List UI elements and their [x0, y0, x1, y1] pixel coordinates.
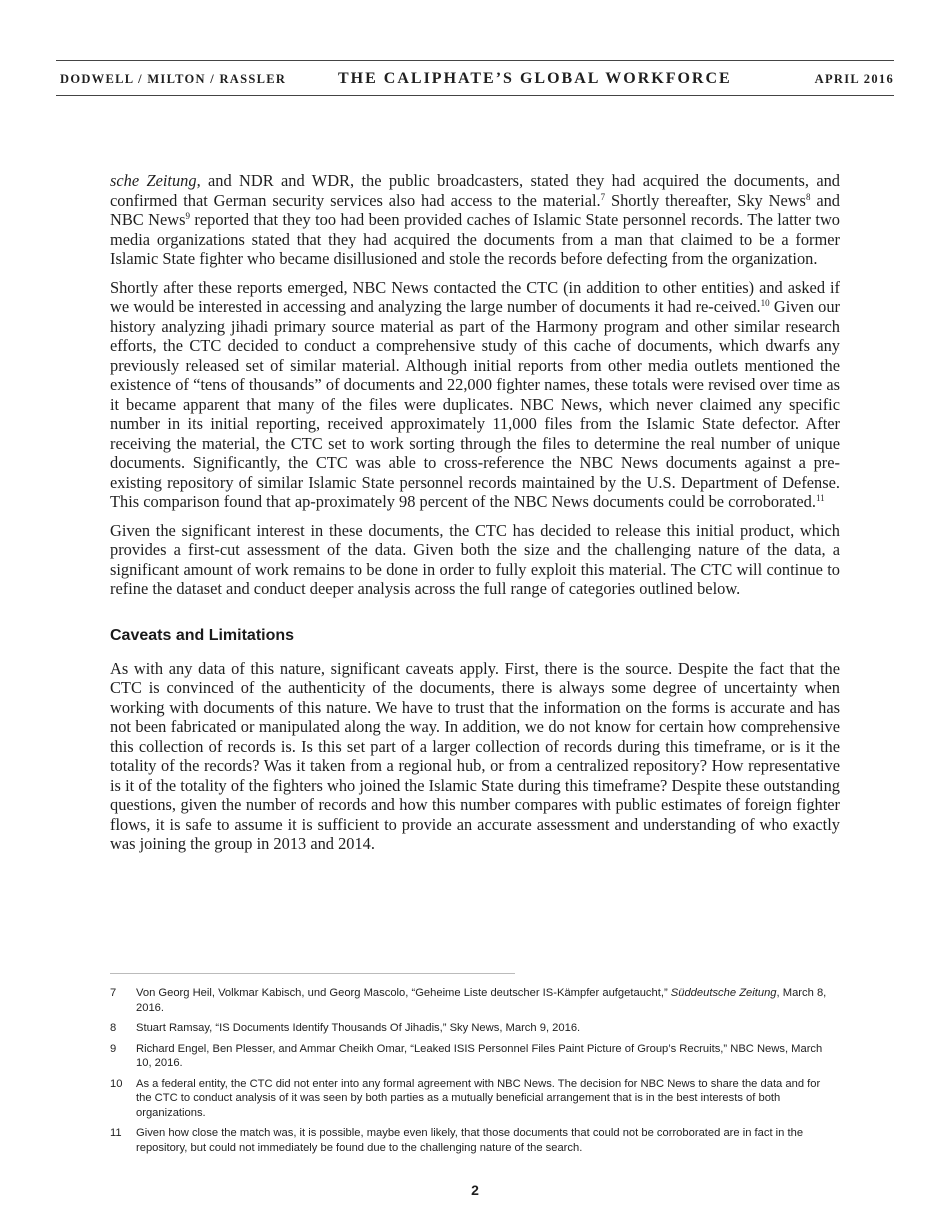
paragraph-3: Given the significant interest in these documents, the CTC has decided to release this initial product, which provides a first-cut assessment of the data. Given both the size and the challenging nature of the data, a significant amount of work remains to be done in order to fully exploit this material. The CTC will continue to refine the dataset and conduct deeper analysis across the full range of categories outlined below. — [110, 520, 840, 598]
journal-name-continuation: sche Zeitung — [110, 171, 197, 190]
header-bottom-rule — [56, 95, 894, 96]
footnote-number: 8 — [110, 1022, 117, 1034]
footnote-text: Given how close the match was, it is possible, maybe even likely, that those documents that could not be corroborated are in fact in the repository, but could not immediately be found due to the challenging nature of the search. — [136, 1127, 804, 1154]
paragraph-2-text-b: Given our history analyzing jihadi primary source material as part of the Harmony program and other similar research efforts, the CTC decided to conduct a comprehensive study of this cache of documents, which dwarfs any previously released set of similar material. Although initial reports from other media outlets mentioned the existence of “tens of thousands” of documents and 22,000 fighter names, these totals were revised over time as it became apparent that many of the files were duplicates. NBC News, which never claimed any specific number in its initial reporting, received approximately 11,000 files from the Islamic State defector. After receiving the material, the CTC set to work sorting through the files to determine the real number of unique documents. Significantly, the CTC was able to cross-reference the NBC News documents against a pre-existing repository of similar Islamic State personnel records maintained by the U.S. Department of Defense. This comparison found that ap-proximately 98 percent of the NBC News documents could be corroborated. — [110, 297, 840, 511]
footnote-text: Von Georg Heil, Volkmar Kabisch, und Georg Mascolo, “Geheime Liste deutscher IS-Kämpfer aufgetaucht,” — [136, 987, 671, 999]
paragraph-2 — [110, 278, 840, 512]
footnote-text: As a federal entity, the CTC did not enter into any formal agreement with NBC News. The decision for NBC News to share the data and for the CTC to conduct analysis of it was seen by both parties as a mutually beneficial arrangement that is in the best interests of both organizations. — [136, 1077, 821, 1119]
footnote-8 — [110, 1021, 830, 1036]
paragraph-4: As with any data of this nature, significant caveats apply. First, there is the source. Despite the fact that the CTC is convinced of the authenticity of the documents, there is always some degree of uncertainty when working with documents of this nature. We have to trust that the information on the forms is accurate and has not been fabricated or manipulated along the way. In addition, we do not know for certain how comprehensive this collection of records is. Is this set part of a larger collection of records during this timeframe, or is it the totality of the records? Was it taken from a regional hub, or from a centralized repository? How representative is it of the totality of the fighters who joined the Islamic State during this timeframe? Despite these outstanding questions, given the number of records and how this number compares with public estimates of foreign fighter flows, it is safe to assume it is sufficient to provide an accurate assessment and understanding of who exactly was joining the group in 2013 and 2014. — [110, 658, 840, 853]
header-title: THE CALIPHATE’S GLOBAL WORKFORCE — [338, 70, 732, 87]
footnotes — [110, 986, 830, 1161]
footnote-ref-9[interactable]: 9 — [185, 211, 190, 221]
footnote-text: Stuart Ramsay, “IS Documents Identify Thousands Of Jihadis,” Sky News, March 9, 2016. — [136, 1022, 581, 1034]
footnote-9 — [110, 1042, 830, 1071]
paragraph-1-text-c: and NBC News — [110, 190, 840, 229]
footnote-text: Richard Engel, Ben Plesser, and Ammar Cheikh Omar, “Leaked ISIS Personnel Files Paint Picture of Group’s Recruits,” NBC News, March 10, 2016. — [136, 1042, 823, 1069]
page-number: 2 — [471, 1182, 479, 1198]
footnote-italic-source: Süddeutsche Zeitung — [670, 987, 777, 999]
footnote-number: 11 — [110, 1127, 122, 1139]
footnote-number: 9 — [110, 1042, 117, 1055]
footnote-10 — [110, 1077, 830, 1121]
paragraph-2-text-a: Shortly after these reports emerged, NBC News contacted the CTC (in addition to other entities) and asked if we would be interested in accessing and analyzing the large number of documents it had re-ceived. — [110, 277, 840, 316]
section-heading: Caveats and Limitations — [110, 626, 295, 644]
footnote-ref-10[interactable]: 10 — [760, 298, 770, 308]
footnote-ref-8[interactable]: 8 — [805, 191, 811, 202]
paragraph-1 — [110, 171, 840, 269]
footnote-ref-11[interactable]: 11 — [815, 493, 825, 503]
footnote-11 — [110, 1126, 830, 1155]
footnote-7 — [110, 986, 830, 1015]
main-body — [110, 171, 840, 863]
footnote-number: 7 — [110, 987, 117, 999]
footnote-text-tail: , March 8, 2016. — [136, 987, 827, 1014]
paragraph-1-text-b: Shortly thereafter, Sky News — [605, 190, 806, 210]
header-top-rule — [56, 60, 894, 61]
footnote-number: 10 — [110, 1077, 123, 1090]
footnote-divider — [110, 973, 515, 974]
paragraph-1-text-d: reported that they too had been provided caches of Islamic State personnel records. The latter two media organizations stated that they had acquired the documents from a man that claimed to be a former Islamic State fighter who became disillusioned and stole the records before defecting from the organization. — [110, 210, 840, 268]
header-date: APRIL 2016 — [814, 72, 894, 86]
footnote-ref-7[interactable]: 7 — [600, 191, 606, 202]
header-authors: DODWELL / MILTON / RASSLER — [60, 72, 287, 86]
paragraph-1-text-a: , and NDR and WDR, the public broadcasters, stated they had acquired the documents, and confirmed that German security services also had access to the material. — [110, 171, 840, 210]
